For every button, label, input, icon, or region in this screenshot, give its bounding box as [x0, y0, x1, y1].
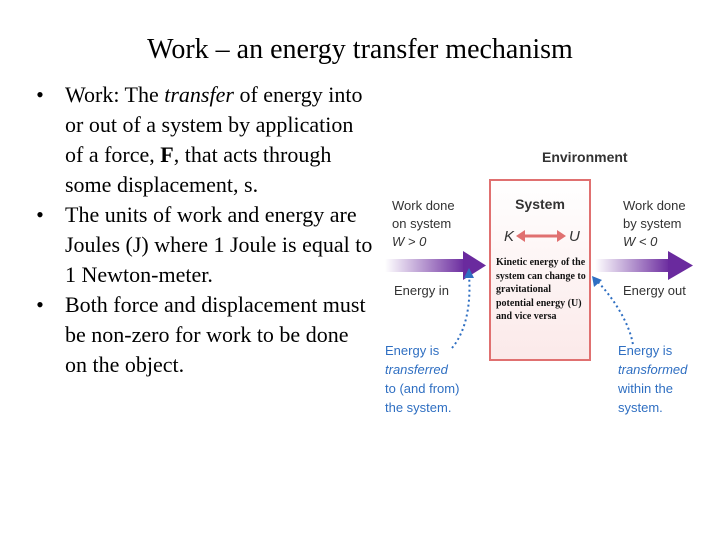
- bullet-text-run: transfer: [164, 82, 234, 107]
- bullet-text-run: F: [160, 142, 174, 167]
- energy-transformed-label: Energy is transformed within the system.: [618, 343, 688, 415]
- energy-out-arrow: [595, 251, 693, 280]
- bullet-list: [30, 80, 375, 380]
- bullet-item: [30, 200, 375, 290]
- bullet-glyph: •: [36, 292, 44, 317]
- bullet-text-run: Work: The: [65, 82, 165, 107]
- bullet-text-run: Both force and displacement must be non-zero for work to be done on the object.: [65, 292, 366, 377]
- k-label: K: [504, 228, 515, 245]
- kinetic-potential-annotation: Kinetic energy of the system can change to gravitational potential energy (U) and vice versa: [496, 257, 586, 322]
- system-label: System: [515, 196, 565, 212]
- work-by-label: Work done by system W < 0: [623, 198, 686, 249]
- energy-transferred-label: Energy is transferred to (and from) the system.: [385, 343, 460, 415]
- work-on-label: Work done on system W > 0: [392, 198, 455, 249]
- bullet-text-run: , that acts through some displacement, s.: [65, 142, 332, 197]
- bullet-item: [30, 80, 375, 200]
- bullet-item: [30, 290, 375, 380]
- energy-in-label: Energy in: [394, 283, 449, 298]
- energy-out-label: Energy out: [623, 283, 686, 298]
- bullet-glyph: •: [36, 202, 44, 227]
- environment-label: Environment: [542, 149, 628, 165]
- slide-title: Work – an energy transfer mechanism: [147, 34, 573, 65]
- u-label: U: [569, 228, 580, 245]
- bullet-glyph: •: [36, 82, 44, 107]
- bullet-text-run: of energy into or out of a system by application of a force,: [65, 82, 363, 167]
- bullet-text-run: The units of work and energy are Joules (J) where 1 Joule is equal to 1 Newton-meter.: [65, 202, 373, 287]
